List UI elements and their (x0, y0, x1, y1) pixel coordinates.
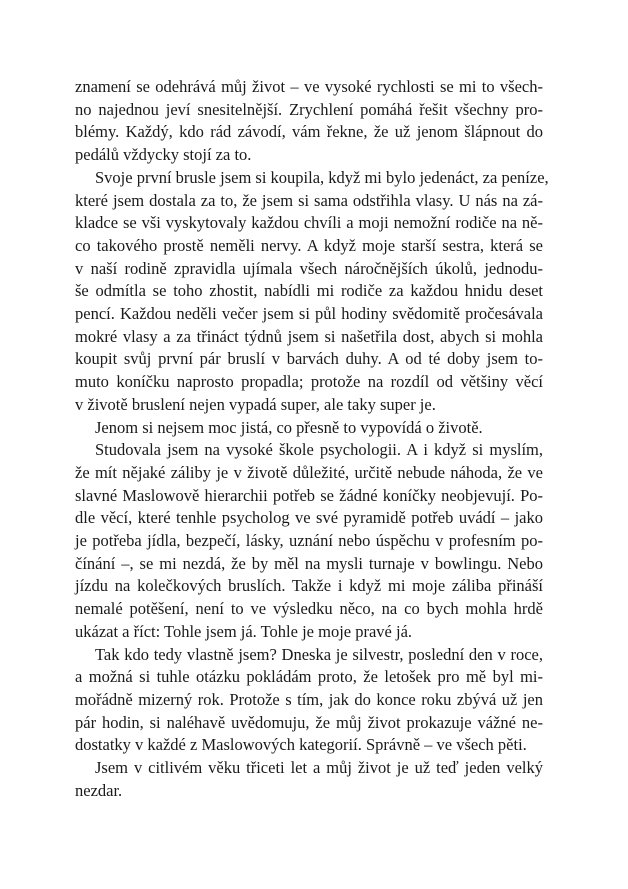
text-line: koupit svůj první pár bruslí v barvách duhy. A od té doby jsem to- (75, 349, 543, 369)
paragraph (75, 417, 543, 440)
text-line: muto koníčku naprosto propadla; protože na rozdíl od většiny věcí (75, 372, 543, 392)
paragraph (75, 439, 543, 643)
text-line: nemalé potěšení, není to ve výsledku něco, na co bych mohla hrdě (75, 599, 543, 619)
text-line: mokré vlasy a za třináct týdnů jsem si našetřila dost, abych si mohla (75, 326, 543, 346)
paragraph (75, 757, 543, 802)
text-line: pár hodin, si naléhavě uvědomuju, že můj život prokazuje vážné ne- (75, 712, 543, 732)
text-line: dostatky v každé z Maslowových kategorií. Správně – ve všech pěti. (75, 735, 527, 755)
text-line: še odmítla se toho zhostit, nabídli mi rodiče za každou hnidu deset (75, 281, 543, 301)
text-line: v naší rodině zpravidla ujímala všech náročnějších úkolů, jednodu- (75, 258, 543, 278)
text-line: Jenom si nejsem moc jistá, co přesně to vypovídá o životě. (95, 417, 483, 437)
text-line: a možná si tuhle otázku pokládám proto, že letošek pro mě byl mi- (75, 667, 543, 687)
text-line: slavné Maslowově hierarchii potřeb se žádné koníčky neobjevují. Po- (75, 485, 543, 505)
text-line: je potřeba jídla, bezpečí, lásky, uznání nebo úspěchu v profesním po- (75, 531, 543, 551)
text-line: blémy. Každý, kdo rád závodí, vám řekne, že už jenom šlápnout do (75, 122, 543, 142)
text-line: pencí. Každou neděli večer jsem si půl hodiny svědomitě pročesávala (75, 304, 543, 324)
paragraph (75, 167, 549, 417)
text-line: kladce se vši vyskytovaly každou chvíli a moji nemožní rodiče na ně- (75, 213, 543, 233)
text-line: Jsem v citlivém věku třiceti let a můj život je už teď jeden velký (95, 758, 543, 778)
body-text (75, 76, 549, 803)
paragraph (75, 76, 543, 167)
text-line: v životě bruslení nejen vypadá super, ale taky super je. (75, 394, 436, 414)
text-line: Svoje první brusle jsem si koupila, když mi bylo jedenáct, za peníze, (95, 167, 549, 187)
text-line: Studovala jsem na vysoké škole psychologii. A i když si myslím, (95, 440, 543, 460)
text-line: ukázat a říct: Tohle jsem já. Tohle je moje pravé já. (75, 621, 413, 641)
paragraph (75, 644, 543, 758)
text-line: nezdar. (75, 780, 123, 800)
text-line: co takového prostě neměli nervy. A když moje starší sestra, která se (75, 235, 543, 255)
text-line: že mít nějaké záliby je v životě důležité, určitě nebude náhoda, že ve (75, 462, 543, 482)
text-line: které jsem dostala za to, že jsem si sama odstřihla vlasy. U nás na zá- (75, 190, 543, 210)
text-line: no najednou jeví snesitelnější. Zrychlení pomáhá řešit všechny pro- (75, 99, 543, 119)
text-line: mořádně mizerný rok. Protože s tím, jak do konce roku zbývá už jen (75, 689, 543, 709)
text-line: čínání –, se mi nezdá, že by měl na mysli turnaje v bowlingu. Nebo (75, 553, 543, 573)
text-line: Tak kdo tedy vlastně jsem? Dneska je silvestr, poslední den v roce, (95, 644, 543, 664)
text-line: dle věcí, které tenhle psycholog ve své pyramidě potřeb uvádí – jako (75, 508, 543, 528)
text-line: znamení se odehrává můj život – ve vysoké rychlosti se mi to všech- (75, 77, 543, 96)
text-line: jízdu na kolečkových bruslích. Takže i když mi moje záliba přináší (75, 576, 543, 596)
text-line: pedálů vždycky stojí za to. (75, 145, 252, 165)
